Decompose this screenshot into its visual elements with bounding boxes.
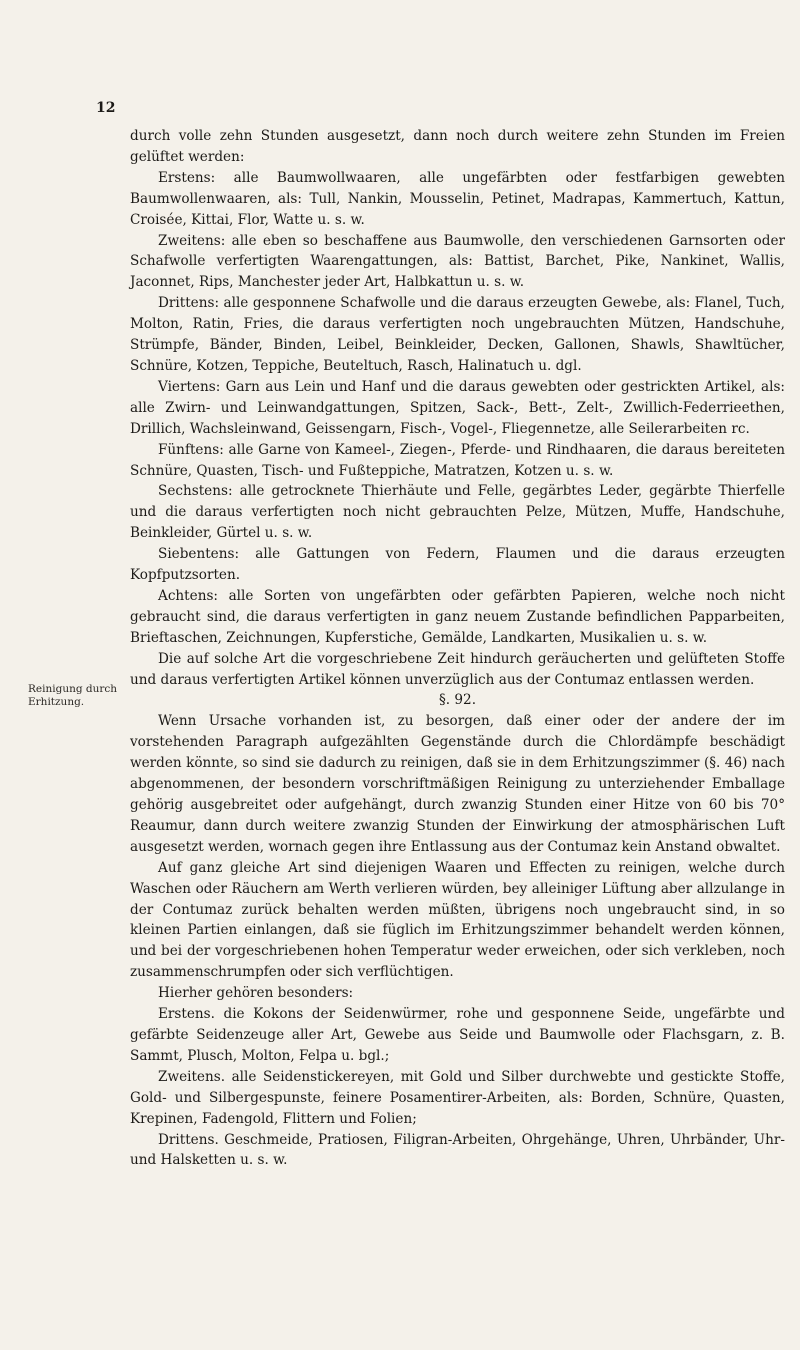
page-number: 12 [96, 100, 116, 116]
paragraph-drittens-2: Drittens. Geschmeide, Pratiosen, Filigran-Arbeiten, Ohrgehänge, Uhren, Uhrbänder, Uhr- und Halsketten u. s. w. [130, 1131, 785, 1169]
paragraph-siebentens: Siebentens: alle Gattungen von Federn, Flaumen und die daraus erzeugten Kopfputzsorten. [130, 546, 785, 584]
paragraph-viertens: Viertens: Garn aus Lein und Hanf und die daraus gewebten oder gestrickten Artikel, als: alle Zwirn- und Leinwandgattungen, Spitzen, Sack-, Bett-, Zelt-, Zwillich-Federrieethen, Drillich, Wachsleinwand, Geissengarn, Fisch-, Vogel-, Fliegennetze, alle Seilerarbeiten rc. [130, 378, 785, 437]
paragraph-section-92: Wenn Ursache vorhanden ist, zu besorgen, daß einer oder der andere der im vorstehenden Paragraph aufgezählten Gegenstände durch die Chlordämpfe beschädigt werden könnte, so sind sie dadurch zu reinigen, daß sie in dem Erhitzungszimmer (§. 46) nach abgenommenen, der besondern vorschriftmäßigen Reinigung zu unterziehender Emballage gehörig ausgebreitet oder aufgehängt, durch zwanzig Stunden einer Hitze von 60 bis 70° Reaumur, dann durch weitere zwanzig Stunden der Einwirkung der atmosphärischen Luft ausgesetzt werden, wornach gegen ihre Entlassung aus der Contumaz kein Anstand obwaltet. [130, 713, 785, 855]
paragraph-sechstens: Sechstens: alle getrocknete Thierhäute und Felle, gegärbtes Leder, gegärbte Thierfelle und die daraus verfertigten noch nicht gebrauchten Pelze, Mützen, Muffe, Handschuhe, Beinkleider, Gürtel u. s. w. [130, 483, 785, 542]
paragraph-zweitens: Zweitens: alle eben so beschaffene aus Baumwolle, den verschiedenen Garnsorten oder Schafwolle verfertigten Waarengattungen, als: Battist, Barchet, Pike, Nankinet, Wallis, Jaconnet, Rips, Manchester jeder Art, Halbkattun u. s. w. [130, 232, 785, 291]
paragraph-fuenftens: Fünftens: alle Garne von Kameel-, Ziegen-, Pferde- und Rindhaaren, die daraus bereiteten Schnüre, Quasten, Tisch- und Fußteppiche, Matratzen, Kotzen u. s. w. [130, 441, 785, 479]
paragraph-erstens: Erstens: alle Baumwollwaaren, alle ungefärbten oder festfarbigen gewebten Baumwollenwaaren, als: Tull, Nankin, Mousselin, Petinet, Madrapas, Kammertuch, Kattun, Croisée, Kittai, Flor, Watte u. s. w. [130, 169, 785, 228]
main-text [130, 126, 785, 1171]
margin-note: Reinigung durch Erhitzung. [28, 683, 118, 708]
paragraph-gleiche-art: Auf ganz gleiche Art sind diejenigen Waaren und Effecten zu reinigen, welche durch Waschen oder Räuchern am Werth verlieren würden, bey alleiniger Lüftung aber allzulange in der Contumaz zurück behalten werden müßten, übrigens noch ungebraucht sind, in so kleinen Partien einlangen, daß sie füglich im Erhitzungszimmer behandelt werden können, und bei der vorgeschriebenen hohen Temperatur weder erweichen, oder sich verkleben, noch zusammenschrumpfen oder sich verflüchtigen. [130, 859, 785, 981]
section-heading: §. 92. [438, 692, 477, 709]
paragraph-zweitens-2: Zweitens. alle Seidenstickereyen, mit Gold und Silber durchwebte und gestickte Stoffe, Gold- und Silbergespunste, feinere Posamentirer-Arbeiten, als: Borden, Schnüre, Quasten, Krepinen, Fadengold, Flittern und Folien; [130, 1068, 785, 1127]
paragraph-hierher: Hierher gehören besonders: [158, 985, 354, 1002]
paragraph-summary: Die auf solche Art die vorgeschriebene Zeit hindurch geräucherten und gelüfteten Stoffe und daraus verfertigten Artikel können unverzüglich aus der Contumaz entlassen werden. [130, 650, 785, 688]
paragraph-drittens: Drittens: alle gesponnene Schafwolle und die daraus erzeugten Gewebe, als: Flanel, Tuch, Molton, Ratin, Fries, die daraus verfertigten noch ungebrauchten Mützen, Handschuhe, Strümpfe, Bänder, Binden, Leibel, Beinkleider, Decken, Gallonen, Shawls, Shawltücher, Schnüre, Kotzen, Teppiche, Beuteltuch, Rasch, Halinatuch u. dgl. [130, 295, 785, 374]
paragraph-erstens-2: Erstens. die Kokons der Seidenwürmer, rohe und gesponnene Seide, ungefärbte und gefärbte Seidenzeuge aller Art, Gewebe aus Seide und Baumwolle oder Flachsgarn, z. B. Sammt, Plusch, Molton, Felpa u. bgl.; [130, 1006, 785, 1064]
paragraph-continuation: durch volle zehn Stunden ausgesetzt, dann noch durch weitere zehn Stunden im Freien gelüftet werden: [130, 128, 785, 165]
paragraph-achtens: Achtens: alle Sorten von ungefärbten oder gefärbten Papieren, welche noch nicht gebraucht sind, die daraus verfertigten in ganz neuem Zustande befindlichen Papparbeiten, Brieftaschen, Zeichnungen, Kupferstiche, Gemälde, Landkarten, Musikalien u. s. w. [130, 587, 785, 646]
